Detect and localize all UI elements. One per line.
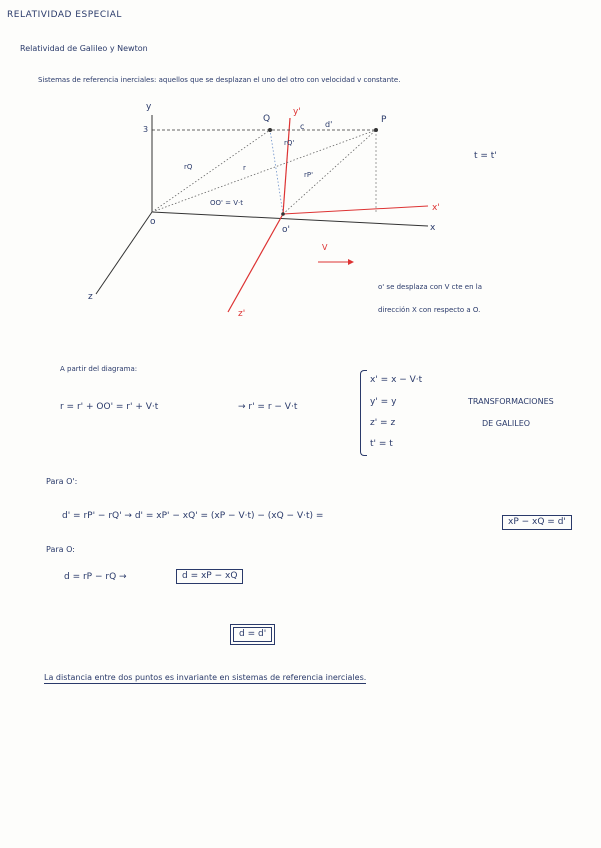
transform-label-1: TRANSFORMACIONES	[468, 397, 554, 406]
system-eq-t: t' = t	[370, 439, 393, 449]
transform-label-2: DE GALILEO	[482, 419, 531, 428]
vector-rp-prime-label: rP'	[304, 171, 314, 179]
axis-y-prime-label: y'	[293, 107, 301, 117]
system-brace	[360, 370, 367, 456]
vector-rq-prime-label: rQ'	[284, 139, 295, 147]
axis-x-label: x	[430, 223, 436, 233]
axis-x-prime-label: x'	[432, 203, 440, 213]
distance-eq-o: d = rP − rQ →	[64, 572, 127, 582]
axis-z-label: z	[88, 292, 93, 302]
velocity-label: V	[322, 243, 328, 252]
para-o-prime-label: Para O':	[46, 477, 78, 486]
conclusion-text: La distancia entre dos puntos es invariante en sistemas de referencia inerciales.	[44, 673, 367, 682]
definition-text: Sistemas de referencia inerciales: aquellos que se desplazan el uno del otro con velocidad v constante.	[38, 76, 401, 84]
vector-r-label: r	[243, 164, 246, 172]
frame-motion-note-1: o' se desplaza con V cte en la	[378, 283, 483, 291]
vector-equation: r = r' + OO' = r' + V·t	[60, 402, 159, 412]
system-eq-z: z' = z	[370, 418, 396, 428]
frame-motion-note-2: dirección X con respecto a O.	[378, 306, 481, 314]
segment-d-prime-label: d'	[325, 120, 333, 129]
distance-result-o: d = xP − xQ	[176, 569, 243, 584]
para-o-label: Para O:	[46, 545, 75, 554]
vector-rq-label: rQ	[184, 163, 193, 171]
vector-oo-prime-label: OO' = V·t	[210, 199, 244, 207]
page-title: RELATIVIDAD ESPECIAL	[7, 10, 122, 20]
system-eq-x: x' = x − V·t	[370, 375, 423, 385]
origin-o-label: o	[150, 217, 156, 227]
time-equality-note: t = t'	[474, 151, 497, 161]
point-q-label: Q	[263, 114, 271, 124]
section-heading: Relatividad de Galileo y Newton	[20, 44, 148, 53]
derivation-intro: A partir del diagrama:	[60, 365, 138, 373]
segment-c-label: c	[300, 122, 305, 131]
distance-result-o-prime: xP − xQ = d'	[502, 515, 572, 530]
system-eq-y: y' = y	[370, 397, 397, 407]
origin-o-prime-label: o'	[282, 225, 290, 235]
distance-eq-o-prime: d' = rP' − rQ' → d' = xP' − xQ' = (xP − V·t) − (xQ − V·t) =	[62, 511, 324, 521]
axis-y-label: y	[146, 102, 152, 112]
invariance-result-box: d = d'	[233, 627, 272, 642]
point-p-label: P	[381, 115, 387, 125]
axis-z-prime-label: z'	[238, 309, 246, 319]
y-tick-label: 3	[143, 125, 149, 134]
vector-result: → r' = r − V·t	[238, 402, 298, 412]
